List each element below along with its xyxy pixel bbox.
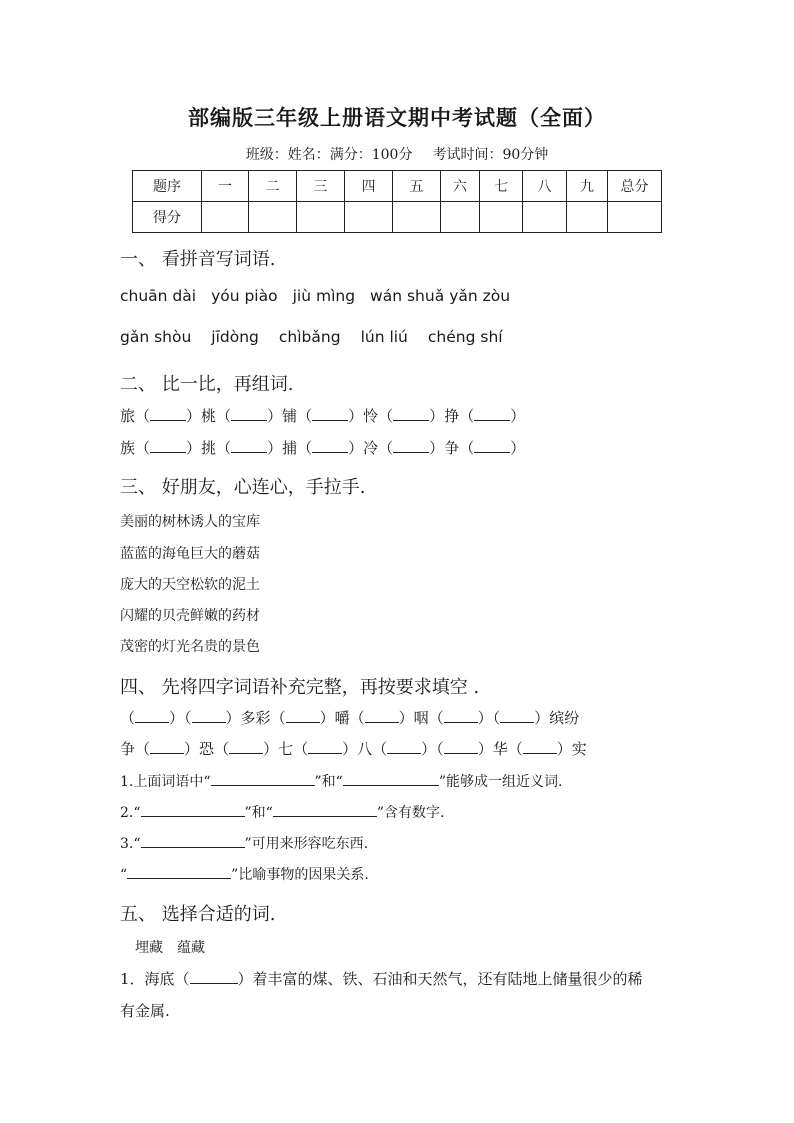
question-text: 1.上面词语中“ [120,774,211,790]
answer-blank[interactable] [190,969,238,984]
score-cell[interactable] [480,202,523,233]
idiom-part: 咽 [413,709,429,727]
header-cell: 八 [523,171,567,202]
question-text: “ [120,867,128,883]
character: 桃 [201,407,217,425]
score-table-score-row [133,202,662,233]
matching-line: 庞大的天空松软的泥土 [120,577,260,593]
question-text: 1．海底（ [120,970,190,988]
idiom-row-2: 争（ ）恐（ ）七（ ）八（ ）（ ）华（ ）实 [120,740,587,758]
question-1 [120,771,562,791]
question-4 [120,864,369,884]
answer-blank[interactable] [135,708,169,723]
answer-blank[interactable] [393,438,429,453]
score-cell[interactable] [441,202,480,233]
question-5-1-cont: 有金属. [120,1002,170,1020]
pinyin-word: jiù mìng [292,287,356,305]
answer-blank[interactable] [141,833,245,848]
exam-info [0,144,794,164]
score-cell[interactable] [567,202,608,233]
score-cell[interactable] [393,202,441,233]
character: 铺 [282,407,298,425]
pinyin-word: chìbǎng [278,328,341,346]
answer-blank[interactable] [286,708,320,723]
compare-row-2: 族（ ）挑（ ）捕（ ）冷（ ）争（ ） [120,439,526,457]
score-cell[interactable] [202,202,249,233]
answer-blank[interactable] [387,739,421,754]
section5-heading: 五、 选择合适的词. [120,904,276,925]
question-text: ”能够成一组近义词. [438,774,563,790]
answer-blank[interactable] [229,739,263,754]
score-cell[interactable] [608,202,662,233]
score-label: 得分 [133,202,202,233]
question-5-1 [120,968,643,989]
answer-blank[interactable] [150,438,186,453]
score-table [132,170,662,233]
idiom-part: 华 [492,740,508,758]
answer-blank[interactable] [150,739,184,754]
word-options: 埋藏 蕴藏 [135,940,205,956]
idiom-part: 缤纷 [549,709,580,727]
score-cell[interactable] [523,202,567,233]
answer-blank[interactable] [312,406,348,421]
question-text: ）着丰富的煤、铁、石油和天然气，还有陆地上储量很少的稀 [237,970,643,988]
score-cell[interactable] [297,202,345,233]
score-cell[interactable] [345,202,393,233]
header-cell: 五 [393,171,441,202]
question-text: ”含有数字. [376,805,445,821]
section4-heading: 四、 先将四字词语补充完整，再按要求填空 . [120,677,480,698]
answer-blank[interactable] [312,438,348,453]
header-cell: 总分 [608,171,662,202]
header-cell: 一 [202,171,249,202]
matching-line: 蓝蓝的海龟巨大的蘑菇 [120,546,260,562]
idiom-part: 嚼 [334,709,350,727]
question-text: 2.“ [120,805,141,821]
pinyin-word: gǎn shòu [120,328,192,346]
answer-blank[interactable] [444,739,478,754]
answer-blank[interactable] [308,739,342,754]
section1-heading: 一、 看拼音写词语. [120,249,276,270]
character: 争 [444,439,460,457]
header-cell: 题序 [133,171,202,202]
answer-blank[interactable] [127,864,231,879]
header-cell: 六 [441,171,480,202]
idiom-part: 七 [278,740,294,758]
pinyin-word: wán shuǎ [370,287,445,305]
pinyin-word: chéng shí [427,328,503,346]
question-2 [120,802,444,822]
answer-blank[interactable] [231,406,267,421]
pinyin-word: yǎn zòu [449,287,511,305]
idiom-part: 八 [357,740,373,758]
question-text: 3.“ [120,836,141,852]
header-cell: 七 [480,171,523,202]
pinyin-word: chuān dài [120,287,197,305]
question-3 [120,833,368,853]
answer-blank[interactable] [523,739,557,754]
header-cell: 九 [567,171,608,202]
answer-blank[interactable] [150,406,186,421]
character: 旅 [120,407,136,425]
answer-blank[interactable] [365,708,399,723]
question-text: ”和“ [314,774,343,790]
question-text: ”比喻事物的因果关系. [231,867,369,883]
page-title: 部编版三年级上册语文期中考试题（全面） [188,105,606,130]
character: 挑 [201,439,217,457]
score-cell[interactable] [249,202,297,233]
answer-blank[interactable] [444,708,478,723]
answer-blank[interactable] [273,802,377,817]
compare-row-1: 旅（ ）桃（ ）铺（ ）怜（ ）挣（ ） [120,407,526,425]
character: 挣 [444,407,460,425]
matching-line: 茂密的灯光名贵的景色 [120,639,260,655]
pinyin-line-1 [120,287,525,305]
header-cell: 三 [297,171,345,202]
character: 冷 [363,439,379,457]
answer-blank[interactable] [192,708,226,723]
header-cell: 四 [345,171,393,202]
character: 捕 [282,439,298,457]
answer-blank[interactable] [474,438,510,453]
idiom-part: 多彩 [240,709,271,727]
pinyin-word: yóu piào [211,287,278,305]
question-text: ”和“ [244,805,273,821]
header-cell: 二 [249,171,297,202]
answer-blank[interactable] [393,406,429,421]
section2-heading: 二、 比一比，再组词. [120,374,294,395]
idiom-row-1: （ ）（ ）多彩（ ）嚼（ ）咽（ ）（ ）缤纷 [120,709,580,727]
exam-time: 考试时间：90分钟 [432,147,549,163]
idiom-part: 实 [571,740,587,758]
pinyin-word: jīdòng [211,328,259,346]
answer-blank[interactable] [343,771,439,786]
pinyin-line-2 [120,328,518,346]
pinyin-word: lún liú [360,328,408,346]
question-text: ”可用来形容吃东西. [244,836,369,852]
idiom-part: 恐 [199,740,215,758]
section3-heading: 三、 好朋友，心连心，手拉手. [120,477,366,498]
answer-blank[interactable] [231,438,267,453]
idiom-part: 争 [120,740,136,758]
answer-blank[interactable] [211,771,315,786]
exam-info-text: 班级：姓名：满分：100分 [245,147,413,163]
character: 族 [120,439,136,457]
matching-line: 闪耀的贝壳鲜嫩的药材 [120,608,260,624]
score-table-header-row [133,171,662,202]
answer-blank[interactable] [500,708,534,723]
answer-blank[interactable] [474,406,510,421]
matching-line: 美丽的树林诱人的宝库 [120,514,260,530]
answer-blank[interactable] [141,802,245,817]
character: 怜 [363,407,379,425]
